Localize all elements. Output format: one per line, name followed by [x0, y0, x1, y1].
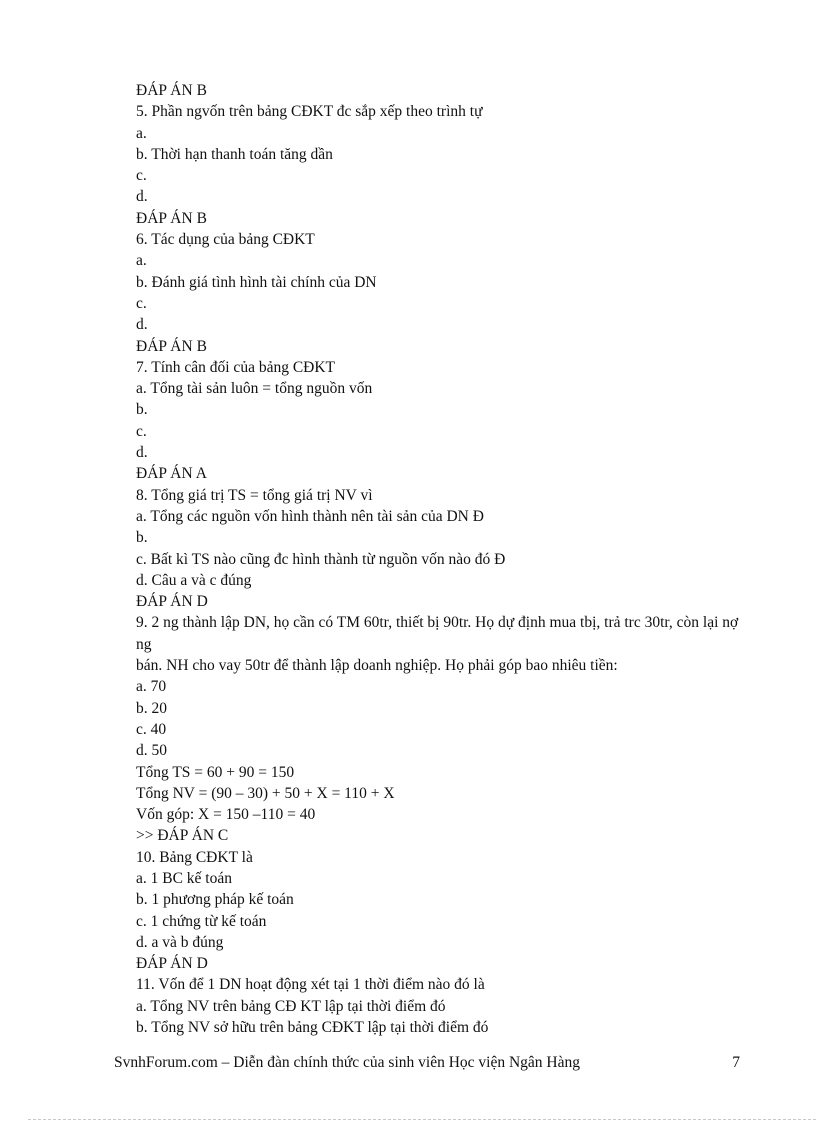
option-line: d. [136, 188, 148, 206]
answer-line: ĐÁP ÁN B [136, 209, 207, 227]
question-line: 11. Vốn để 1 DN hoạt động xét tại 1 thời điểm nào đó là [136, 976, 485, 994]
question-line: 9. 2 ng thành lập DN, họ cần có TM 60tr, thiết bị 90tr. Họ dự định mua tbị, trả trc 30tr, còn lại nợ ng [136, 614, 739, 653]
option-line: b. Thời hạn thanh toán tăng dần [136, 145, 333, 163]
option-line: a. 70 [136, 678, 167, 696]
document-body [136, 80, 756, 1038]
option-line: a. Tổng các nguồn vốn hình thành nên tài sản của DN Đ [136, 507, 484, 525]
option-line: d. 50 [136, 742, 167, 760]
option-line: c. [136, 422, 147, 440]
option-line: b. 20 [136, 699, 167, 717]
option-line: d. a và b đúng [136, 933, 224, 951]
option-line: d. [136, 444, 148, 462]
option-line: a. [136, 252, 147, 270]
footer-text: SvnhForum.com – Diễn đàn chính thức của sinh viên Học viện Ngân Hàng [114, 1054, 580, 1071]
calculation-line: Tổng TS = 60 + 90 = 150 [136, 763, 295, 781]
option-line: a. 1 BC kế toán [136, 869, 232, 887]
answer-line: ĐÁP ÁN A [136, 465, 207, 483]
answer-line: ĐÁP ÁN B [136, 337, 207, 355]
option-line: b. [136, 529, 148, 547]
option-line: b. Tổng NV sở hữu trên bảng CĐKT lập tại thời điểm đó [136, 1019, 489, 1037]
question-line: 5. Phần ngvốn trên bảng CĐKT đc sắp xếp theo trình tự [136, 103, 483, 121]
page-bottom-divider [28, 1119, 816, 1120]
answer-line: ĐÁP ÁN D [136, 955, 208, 973]
calculation-line: Vốn góp: X = 150 –110 = 40 [136, 806, 316, 824]
option-line: d. [136, 316, 148, 334]
calculation-line: Tổng NV = (90 – 30) + 50 + X = 110 + X [136, 784, 395, 802]
answer-line: ĐÁP ÁN B [136, 82, 207, 99]
question-line-continued: bán. NH cho vay 50tr để thành lập doanh nghiệp. Họ phải góp bao nhiêu tiền: [136, 657, 618, 675]
option-line: a. Tổng tài sản luôn = tổng nguồn vốn [136, 380, 373, 398]
option-line: d. Câu a và c đúng [136, 571, 252, 589]
option-line: c. 1 chứng từ kế toán [136, 912, 267, 930]
answer-line: ĐÁP ÁN D [136, 593, 208, 611]
question-line: 6. Tác dụng của bảng CĐKT [136, 231, 315, 249]
option-line: c. [136, 167, 147, 185]
option-line: c. 40 [136, 720, 167, 738]
question-line: 10. Bảng CĐKT là [136, 848, 253, 866]
option-line: a. [136, 124, 147, 142]
option-line: a. Tổng NV trên bảng CĐ KT lập tại thời điểm đó [136, 997, 446, 1015]
question-line: 7. Tính cân đối của bảng CĐKT [136, 358, 336, 376]
option-line: b. 1 phương pháp kế toán [136, 891, 294, 909]
option-line: b. Đánh giá tình hình tài chính của DN [136, 273, 377, 291]
question-line: 8. Tổng giá trị TS = tổng giá trị NV vì [136, 486, 373, 504]
answer-line: >> ĐÁP ÁN C [136, 827, 229, 845]
option-line: b. [136, 401, 148, 419]
page-number: 7 [732, 1054, 740, 1071]
option-line: c. [136, 294, 147, 312]
option-line: c. Bất kì TS nào cũng đc hình thành từ nguồn vốn nào đó Đ [136, 550, 506, 568]
